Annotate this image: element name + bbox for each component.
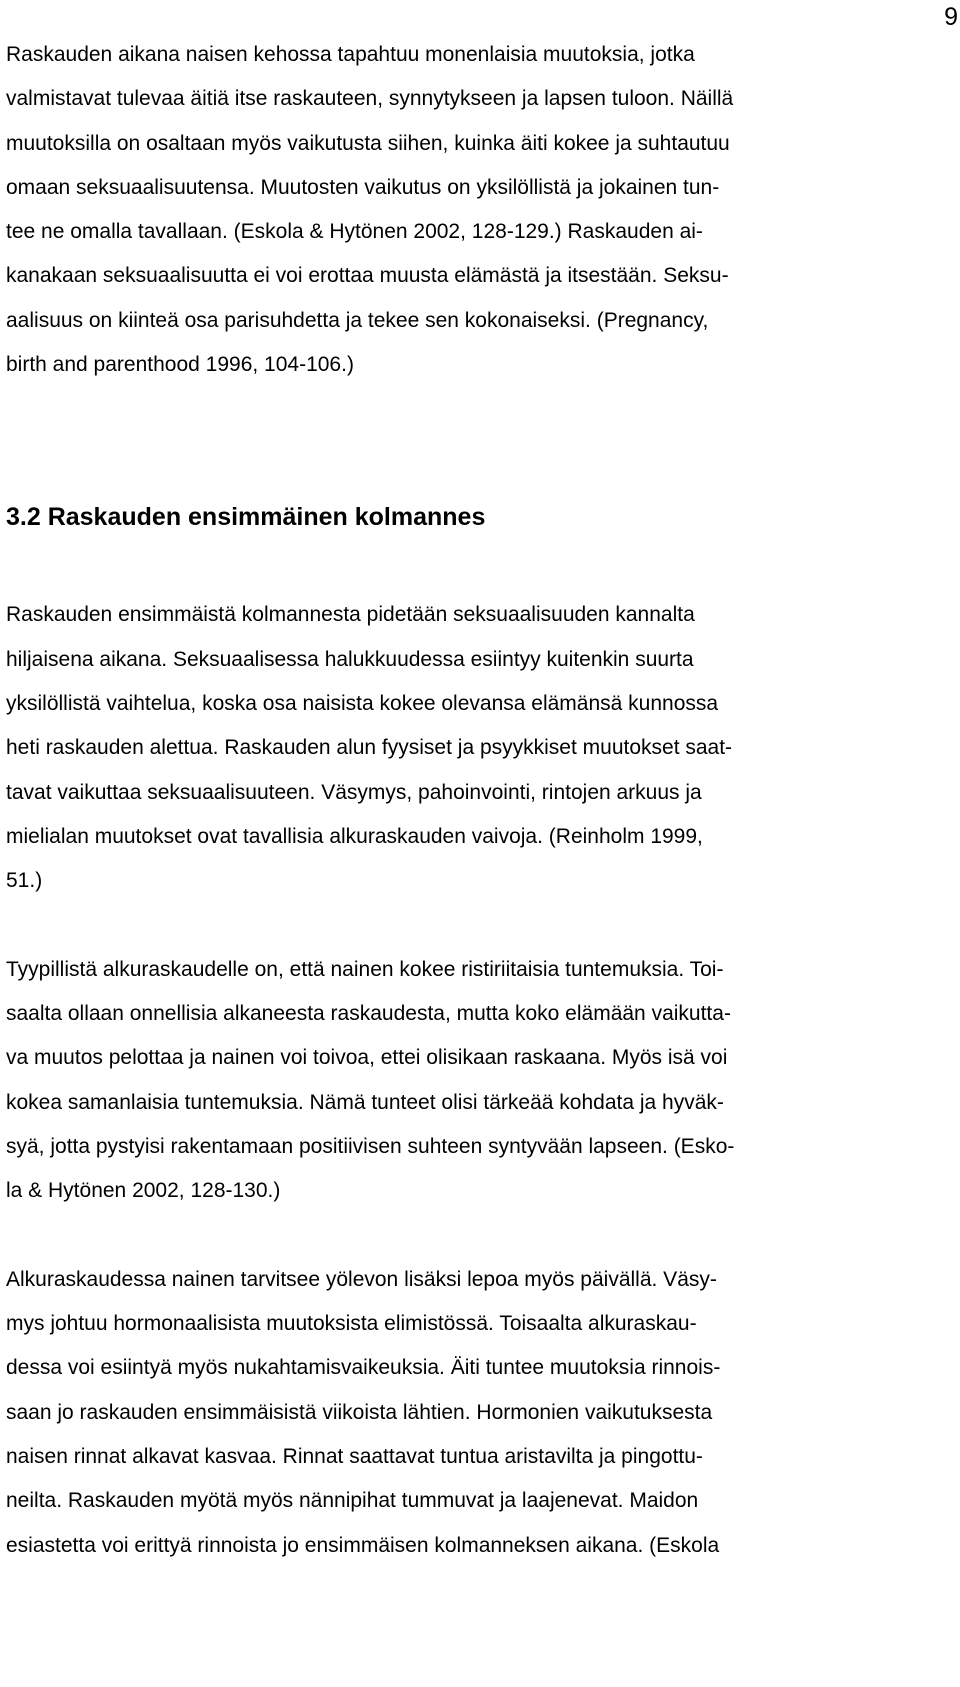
- text-line: Raskauden ensimmäistä kolmannesta pidetään seksuaalisuuden kannalta: [6, 603, 695, 627]
- text-line: tee ne omalla tavallaan. (Eskola & Hytönen 2002, 128-129.) Raskauden ai-: [6, 220, 703, 244]
- text-line: esiastetta voi erittyä rinnoista jo ensimmäisen kolmanneksen aikana. (Eskola: [6, 1533, 720, 1557]
- text-line: la & Hytönen 2002, 128-130.): [6, 1179, 281, 1203]
- text-line: Tyypillistä alkuraskaudelle on, että nainen kokee ristiriitaisia tuntemuksia. Toi-: [6, 957, 724, 981]
- text-line: mys johtuu hormonaalisista muutoksista elimistössä. Toisaalta alkuraskau-: [6, 1312, 697, 1336]
- text-line: saalta ollaan onnellisia alkaneesta raskaudesta, mutta koko elämään vaikutta-: [6, 1002, 731, 1026]
- paragraph-physical-changes: [6, 1258, 956, 1568]
- text-line: omaan seksuaalisuutensa. Muutosten vaikutus on yksilöllistä ja jokainen tun-: [6, 175, 720, 199]
- document-body: [6, 33, 956, 1568]
- text-line: muutoksilla on osaltaan myös vaikutusta siihen, kuinka äiti kokee ja suhtautuu: [6, 131, 730, 155]
- text-line: 51.): [6, 869, 43, 893]
- text-line: hiljaisena aikana. Seksuaalisessa halukkuudessa esiintyy kuitenkin suurta: [6, 647, 694, 671]
- text-line: yksilöllistä vaihtelua, koska osa naisista kokee olevansa elämänsä kunnossa: [6, 691, 719, 715]
- text-line: tavat vaikuttaa seksuaalisuuteen. Väsymys, pahoinvointi, rintojen arkuus ja: [6, 780, 702, 804]
- page-number: 9: [944, 3, 958, 31]
- text-line: va muutos pelottaa ja nainen voi toivoa, ettei olisikaan raskaana. Myös isä voi: [6, 1046, 728, 1070]
- text-line: heti raskauden alettua. Raskauden alun fyysiset ja psyykkiset muutokset saat-: [6, 736, 733, 760]
- text-line: neilta. Raskauden myötä myös nännipihat tummuvat ja laajenevat. Maidon: [6, 1489, 699, 1513]
- text-line: dessa voi esiintyä myös nukahtamisvaikeuksia. Äiti tuntee muutoksia rinnois-: [6, 1356, 721, 1380]
- section-heading: 3.2 Raskauden ensimmäinen kolmannes: [6, 503, 486, 532]
- paragraph-intro: [6, 33, 956, 387]
- paragraph-first-trimester: [6, 593, 956, 903]
- paragraph-conflicting-feelings: [6, 948, 956, 1214]
- text-line: kokea samanlaisia tuntemuksia. Nämä tunteet olisi tärkeää kohdata ja hyväk-: [6, 1090, 724, 1114]
- text-line: Raskauden aikana naisen kehossa tapahtuu monenlaisia muutoksia, jotka: [6, 43, 695, 66]
- text-line: kanakaan seksuaalisuutta ei voi erottaa muusta elämästä ja itsestään. Seksu-: [6, 264, 729, 288]
- text-line: aalisuus on kiinteä osa parisuhdetta ja tekee sen kokonaiseksi. (Pregnancy,: [6, 308, 709, 332]
- text-line: naisen rinnat alkavat kasvaa. Rinnat saattavat tuntua aristavilta ja pingottu-: [6, 1445, 703, 1469]
- text-line: mielialan muutokset ovat tavallisia alkuraskauden vaivoja. (Reinholm 1999,: [6, 824, 703, 848]
- text-line: birth and parenthood 1996, 104-106.): [6, 353, 354, 377]
- text-line: Alkuraskaudessa nainen tarvitsee yölevon lisäksi lepoa myös päivällä. Väsy-: [6, 1267, 717, 1291]
- text-line: syä, jotta pystyisi rakentamaan positiivisen suhteen syntyvään lapseen. (Esko-: [6, 1134, 735, 1158]
- text-line: valmistavat tulevaa äitiä itse raskauteen, synnytykseen ja lapsen tuloon. Näillä: [6, 87, 734, 111]
- text-line: saan jo raskauden ensimmäisistä viikoista lähtien. Hormonien vaikutuksesta: [6, 1400, 713, 1424]
